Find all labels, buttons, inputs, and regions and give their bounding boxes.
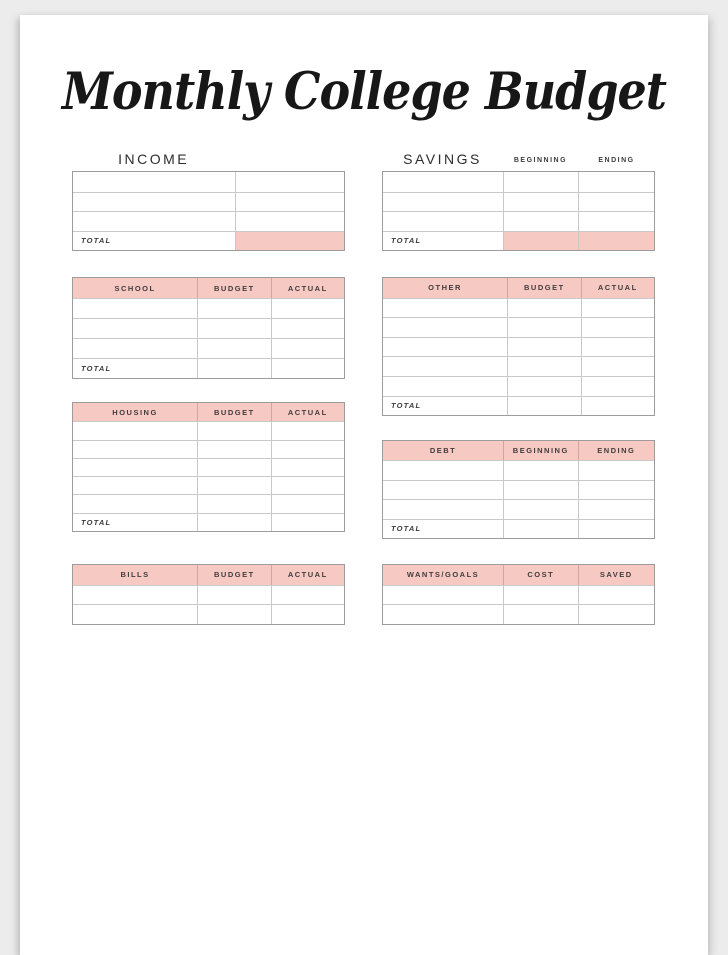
table-row	[73, 585, 344, 605]
empty-cell	[235, 193, 344, 212]
empty-cell	[503, 586, 578, 605]
column-header: BUDGET	[197, 278, 270, 298]
empty-cell	[578, 500, 654, 518]
table-row	[383, 317, 654, 337]
savings-beginning-column-label: BEGINNING	[513, 157, 568, 164]
debt-total-row	[383, 519, 654, 538]
empty-cell	[383, 357, 507, 376]
wants-goals-table	[382, 564, 655, 625]
table-row	[73, 211, 344, 231]
empty-cell	[197, 477, 270, 494]
column-header: ACTUAL	[271, 278, 344, 298]
total-label-cell: TOTAL	[81, 517, 112, 527]
empty-cell	[383, 605, 503, 624]
empty-cell	[271, 477, 344, 494]
table-row	[383, 211, 654, 231]
column-header: SAVED	[578, 565, 654, 585]
table-row	[73, 318, 344, 338]
column-header: ENDING	[578, 441, 654, 460]
empty-cell	[383, 299, 507, 318]
empty-cell	[578, 481, 654, 499]
bills-table	[72, 564, 345, 625]
total-value-cell	[503, 232, 578, 251]
budget-printable-page	[20, 15, 708, 955]
column-header: ACTUAL	[581, 278, 654, 298]
empty-cell	[73, 459, 197, 476]
column-header: BUDGET	[507, 278, 580, 298]
empty-cell	[578, 605, 654, 624]
empty-cell	[507, 357, 580, 376]
empty-cell	[197, 459, 270, 476]
empty-cell	[503, 172, 578, 192]
column-header: SCHOOL	[114, 283, 156, 293]
table-row	[383, 460, 654, 479]
empty-cell	[383, 461, 503, 479]
housing-header-row	[73, 403, 344, 421]
other-total-row	[383, 396, 654, 416]
other-header-row	[383, 278, 654, 298]
empty-cell	[73, 477, 197, 494]
empty-cell	[271, 299, 344, 318]
total-label-cell: TOTAL	[391, 401, 422, 411]
empty-cell	[197, 586, 270, 605]
empty-cell	[197, 339, 270, 358]
column-header: DEBT	[429, 446, 457, 456]
empty-cell	[197, 299, 270, 318]
empty-cell	[503, 193, 578, 212]
table-row	[383, 376, 654, 396]
savings-ending-column-label: ENDING	[598, 157, 635, 164]
empty-cell	[235, 172, 344, 192]
table-row	[73, 494, 344, 512]
empty-cell	[503, 481, 578, 499]
empty-cell	[73, 422, 197, 439]
debt-table	[382, 440, 655, 539]
total-value-cell	[271, 359, 344, 378]
table-row	[73, 298, 344, 318]
income-table	[72, 171, 345, 251]
empty-cell	[383, 212, 503, 231]
empty-cell	[73, 441, 197, 458]
empty-cell	[578, 172, 654, 192]
savings-section-title: SAVINGS	[403, 151, 482, 167]
empty-cell	[383, 172, 503, 192]
column-header: COST	[503, 565, 578, 585]
empty-cell	[581, 299, 654, 318]
column-header: HOUSING	[112, 407, 158, 417]
empty-cell	[73, 495, 197, 512]
total-value-cell	[578, 232, 654, 251]
income-total-row	[73, 231, 344, 251]
total-value-cell	[235, 232, 344, 251]
empty-cell	[503, 605, 578, 624]
total-label-cell: TOTAL	[81, 236, 112, 246]
savings-section-header	[382, 145, 655, 169]
income-section-title: INCOME	[118, 151, 190, 167]
empty-cell	[271, 605, 344, 624]
empty-cell	[507, 338, 580, 357]
empty-cell	[503, 500, 578, 518]
bills-header-row	[73, 565, 344, 585]
empty-cell	[578, 212, 654, 231]
empty-cell	[197, 319, 270, 338]
empty-cell	[73, 172, 235, 192]
table-row	[73, 458, 344, 476]
savings-table	[382, 171, 655, 251]
empty-cell	[503, 461, 578, 479]
empty-cell	[197, 495, 270, 512]
table-row	[383, 337, 654, 357]
income-section-header	[72, 145, 345, 169]
total-value-cell	[578, 520, 654, 538]
other-table	[382, 277, 655, 416]
empty-cell	[235, 212, 344, 231]
school-header-row	[73, 278, 344, 298]
empty-cell	[581, 377, 654, 396]
empty-cell	[197, 422, 270, 439]
total-label-cell: TOTAL	[391, 524, 422, 534]
table-row	[383, 298, 654, 318]
page-title: Monthly College Budget	[61, 60, 667, 122]
empty-cell	[507, 318, 580, 337]
table-row	[73, 440, 344, 458]
empty-cell	[383, 586, 503, 605]
table-row	[383, 356, 654, 376]
total-label-cell: TOTAL	[81, 364, 112, 373]
empty-cell	[578, 461, 654, 479]
table-row	[73, 192, 344, 212]
school-table	[72, 277, 345, 379]
empty-cell	[73, 586, 197, 605]
empty-cell	[383, 481, 503, 499]
empty-cell	[507, 299, 580, 318]
debt-header-row	[383, 441, 654, 460]
empty-cell	[271, 495, 344, 512]
total-value-cell	[507, 397, 580, 416]
table-row	[73, 172, 344, 192]
empty-cell	[271, 586, 344, 605]
empty-cell	[73, 605, 197, 624]
housing-total-row	[73, 513, 344, 531]
column-header: BEGINNING	[503, 441, 578, 460]
table-row	[73, 338, 344, 358]
savings-total-row	[383, 231, 654, 251]
column-header: WANTS/GOALS	[406, 570, 480, 580]
total-value-cell	[197, 514, 270, 531]
empty-cell	[578, 586, 654, 605]
empty-cell	[73, 193, 235, 212]
school-total-row	[73, 358, 344, 378]
housing-table	[72, 402, 345, 532]
table-row	[73, 421, 344, 439]
empty-cell	[271, 422, 344, 439]
empty-cell	[73, 339, 197, 358]
table-row	[383, 480, 654, 499]
empty-cell	[271, 441, 344, 458]
column-header: ACTUAL	[271, 403, 344, 421]
column-header: BILLS	[120, 570, 150, 580]
column-header: ACTUAL	[271, 565, 344, 585]
empty-cell	[383, 318, 507, 337]
total-value-cell	[271, 514, 344, 531]
total-label-cell: TOTAL	[391, 236, 422, 246]
table-row	[383, 585, 654, 605]
table-row	[383, 172, 654, 192]
empty-cell	[578, 193, 654, 212]
empty-cell	[581, 318, 654, 337]
table-row	[73, 476, 344, 494]
empty-cell	[383, 193, 503, 212]
wants_goals-header-row	[383, 565, 654, 585]
empty-cell	[73, 319, 197, 338]
empty-cell	[73, 299, 197, 318]
empty-cell	[503, 212, 578, 231]
table-row	[383, 192, 654, 212]
empty-cell	[581, 357, 654, 376]
column-header: BUDGET	[197, 565, 270, 585]
table-row	[383, 499, 654, 518]
empty-cell	[197, 605, 270, 624]
empty-cell	[197, 441, 270, 458]
total-value-cell	[581, 397, 654, 416]
column-header: OTHER	[428, 283, 462, 293]
empty-cell	[271, 319, 344, 338]
total-value-cell	[197, 359, 270, 378]
empty-cell	[581, 338, 654, 357]
empty-cell	[383, 338, 507, 357]
empty-cell	[507, 377, 580, 396]
empty-cell	[271, 339, 344, 358]
empty-cell	[271, 459, 344, 476]
column-header: BUDGET	[197, 403, 270, 421]
empty-cell	[383, 500, 503, 518]
total-value-cell	[503, 520, 578, 538]
empty-cell	[383, 377, 507, 396]
empty-cell	[73, 212, 235, 231]
